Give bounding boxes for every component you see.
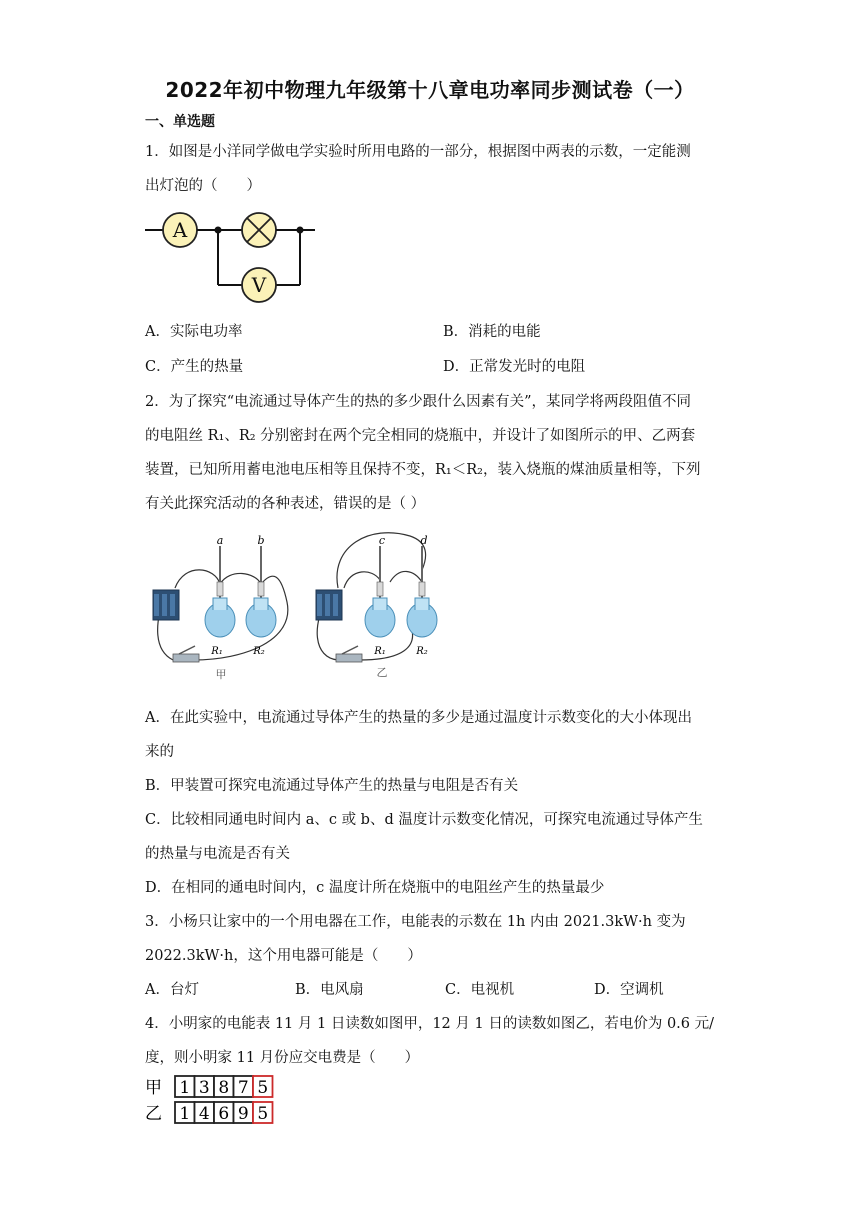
meter-label-1: 乙: [145, 1104, 162, 1124]
q1-stem-line-2: 出灯泡的（ ）: [145, 178, 261, 194]
resistor-r1-label: R₁: [211, 646, 223, 657]
q2-apparatus-jia: [145, 532, 295, 687]
q3-option-d[interactable]: D．空调机: [594, 982, 664, 998]
meter-digit: 1: [179, 1078, 191, 1098]
q2-apparatus-yi: [310, 526, 460, 684]
q3-stem-line-1: 3．小杨只让家中的一个用电器在工作，电能表的示数在 1h 内由 2021.3kW·h 变为: [145, 914, 686, 930]
thermometer-b-label: b: [257, 534, 265, 547]
section-heading: 一、单选题: [145, 114, 215, 130]
q2-option-b[interactable]: B．甲装置可探究电流通过导体产生的热量与电阻是否有关: [145, 778, 519, 794]
thermometer-d-label: d: [420, 534, 428, 547]
q1-option-c[interactable]: C．产生的热量: [145, 359, 244, 375]
q1-circuit-diagram: [145, 208, 320, 304]
meter-digit: 5: [257, 1104, 269, 1124]
q3-stem-line-2: 2022.3kW·h，这个用电器可能是（ ）: [145, 948, 422, 964]
thermometer-c-label: c: [378, 534, 386, 547]
resistor-r2-label: R₂: [416, 646, 428, 657]
q2-option-d[interactable]: D．在相同的通电时间内，c 温度计所在烧瓶中的电阻丝产生的热量最少: [145, 880, 605, 896]
q2-stem-line-3: 装置，已知所用蓄电池电压相等且保持不变，R₁＜R₂，装入烧瓶的煤油质量相等，下列: [145, 462, 701, 478]
q4-meter-readings: [145, 1074, 285, 1130]
q2-option-a-line-1[interactable]: A．在此实验中，电流通过导体产生的热量的多少是通过温度计示数变化的大小体现出: [145, 710, 692, 726]
q1-stem-line-1: 1．如图是小洋同学做电学实验时所用电路的一部分，根据图中两表的示数，一定能测: [145, 144, 691, 160]
q4-stem-line-2: 度，则小明家 11 月份应交电费是（ ）: [145, 1050, 420, 1066]
q3-option-a[interactable]: A．台灯: [145, 982, 199, 998]
caption-jia: 甲: [215, 668, 227, 681]
resistor-r2-label: R₂: [253, 646, 265, 657]
ammeter-label: A: [172, 218, 188, 242]
page-title: 2022年初中物理九年级第十八章电功率同步测试卷（一）: [165, 78, 695, 102]
q1-option-a[interactable]: A．实际电功率: [145, 324, 243, 340]
q2-stem-line-4: 有关此探究活动的各种表述，错误的是（ ）: [145, 496, 426, 512]
meter-digit: 3: [198, 1078, 210, 1098]
caption-yi: 乙: [376, 666, 388, 679]
meter-digit: 7: [237, 1078, 249, 1098]
q1-option-b[interactable]: B．消耗的电能: [443, 324, 541, 340]
q2-option-c-line-1[interactable]: C．比较相同通电时间内 a、c 或 b、d 温度计示数变化情况，可探究电流通过导体产生: [145, 812, 703, 828]
q3-option-c[interactable]: C．电视机: [445, 982, 515, 998]
meter-digit: 4: [198, 1104, 210, 1124]
q1-option-d[interactable]: D．正常发光时的电阻: [443, 359, 586, 375]
voltmeter-label: V: [251, 273, 267, 297]
q2-stem-line-1: 2．为了探究“电流通过导体产生的热的多少跟什么因素有关”，某同学将两段阻值不同: [145, 394, 692, 410]
meter-label-0: 甲: [145, 1078, 162, 1098]
meter-digit: 5: [257, 1078, 269, 1098]
meter-digit: 9: [237, 1104, 249, 1124]
q2-stem-line-2: 的电阻丝 R₁、R₂ 分别密封在两个完全相同的烧瓶中，并设计了如图所示的甲、乙两套: [145, 428, 696, 444]
q3-option-b[interactable]: B．电风扇: [295, 982, 364, 998]
meter-digit: 6: [218, 1104, 230, 1124]
resistor-r1-label: R₁: [374, 646, 386, 657]
q4-stem-line-1: 4．小明家的电能表 11 月 1 日读数如图甲，12 月 1 日的读数如图乙，若电价为 0.6 元/: [145, 1016, 715, 1032]
switch-icon: [173, 654, 199, 662]
q2-option-a-line-2[interactable]: 来的: [145, 744, 174, 760]
q2-option-c-line-2[interactable]: 的热量与电流是否有关: [145, 846, 290, 862]
switch-icon: [336, 654, 362, 662]
meter-digit: 1: [179, 1104, 191, 1124]
thermometer-a-label: a: [216, 534, 224, 547]
meter-digit: 8: [218, 1078, 230, 1098]
